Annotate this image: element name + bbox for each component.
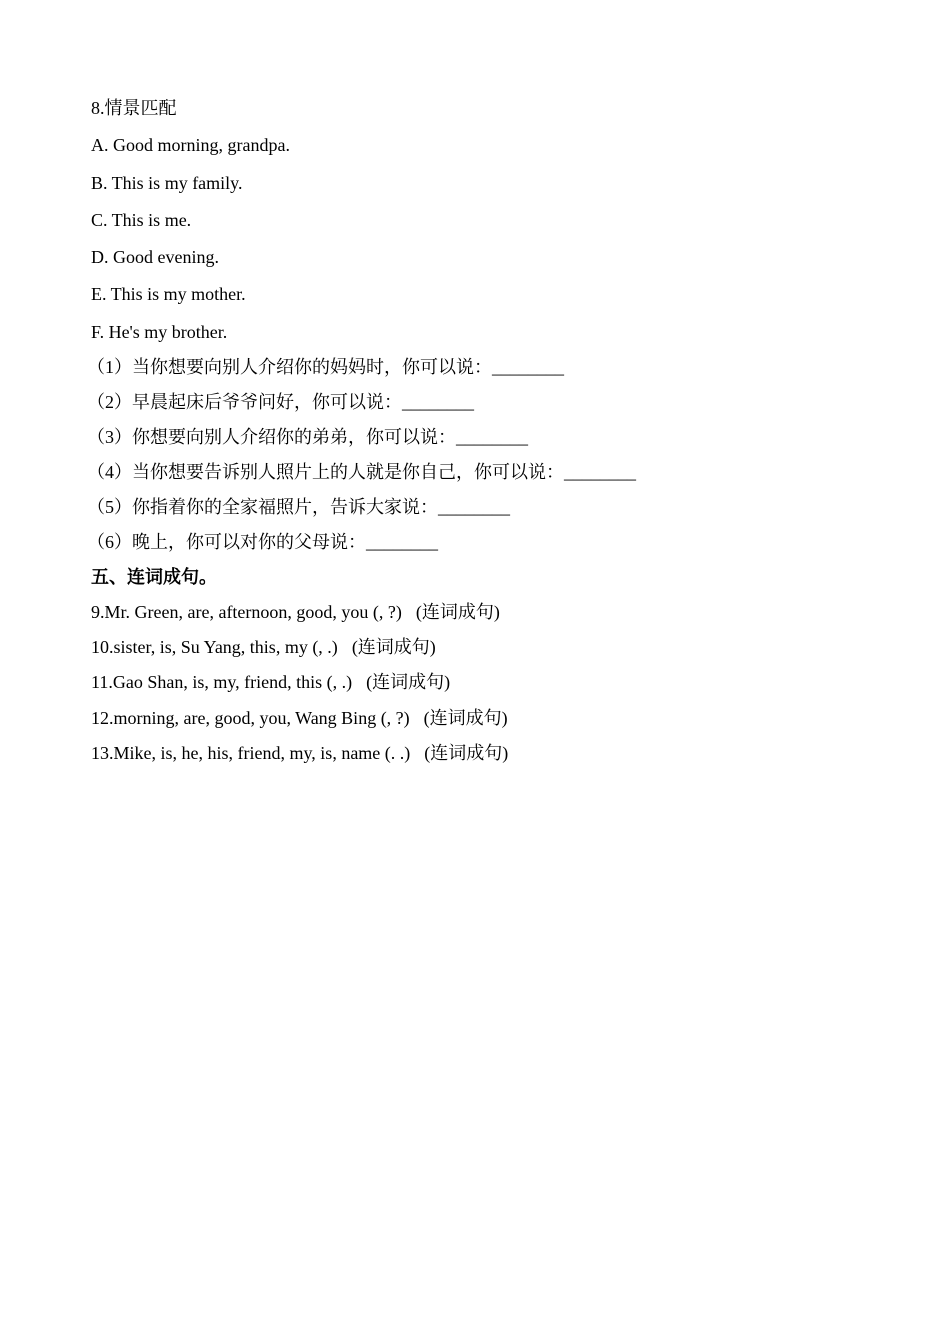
question-9 xyxy=(91,600,851,624)
question-11-text: 11.Gao Shan, is, my, friend, this (, .) xyxy=(91,672,353,693)
question-12-note: (连词成句) xyxy=(423,707,508,728)
match-item-1: （1）当你想要向别人介绍你的妈妈时，你可以说：________ xyxy=(87,356,564,377)
option-e: E. This is my mother. xyxy=(91,284,246,305)
match-item-4: （4）当你想要告诉别人照片上的人就是你自己，你可以说：________ xyxy=(87,461,636,482)
option-d: D. Good evening. xyxy=(91,247,219,268)
match-item-3: （3）你想要向别人介绍你的弟弟，你可以说：________ xyxy=(87,426,528,447)
question-12 xyxy=(91,706,851,730)
question-10-note: (连词成句) xyxy=(351,637,436,658)
question-11-note: (连词成句) xyxy=(366,672,451,693)
question-10 xyxy=(91,635,851,659)
option-b: B. This is my family. xyxy=(91,172,243,193)
option-c: C. This is me. xyxy=(91,209,192,230)
section-5-title: 五、连词成句。 xyxy=(91,566,217,587)
question-13-text: 13.Mike, is, he, his, friend, my, is, name (. .) xyxy=(91,742,411,763)
question-12-text: 12.morning, are, good, you, Wang Bing (, ?) xyxy=(91,707,410,728)
question-11 xyxy=(91,670,851,694)
question-9-text: 9.Mr. Green, are, afternoon, good, you (, ?) xyxy=(91,601,402,622)
match-item-5: （5）你指着你的全家福照片，告诉大家说：________ xyxy=(87,496,510,517)
match-item-2: （2）早晨起床后爷爷问好，你可以说：________ xyxy=(87,391,474,412)
option-a: A. Good morning, grandpa. xyxy=(91,135,290,156)
question-10-text: 10.sister, is, Su Yang, this, my (, .) xyxy=(91,637,338,658)
question-13-note: (连词成句) xyxy=(424,742,509,763)
option-f: F. He's my brother. xyxy=(91,321,228,342)
question-9-note: (连词成句) xyxy=(415,601,500,622)
match-item-6: （6）晚上，你可以对你的父母说：________ xyxy=(87,531,438,552)
question-8-title: 8.情景匹配 xyxy=(91,98,177,118)
document-content xyxy=(87,96,851,776)
question-13 xyxy=(91,741,851,765)
